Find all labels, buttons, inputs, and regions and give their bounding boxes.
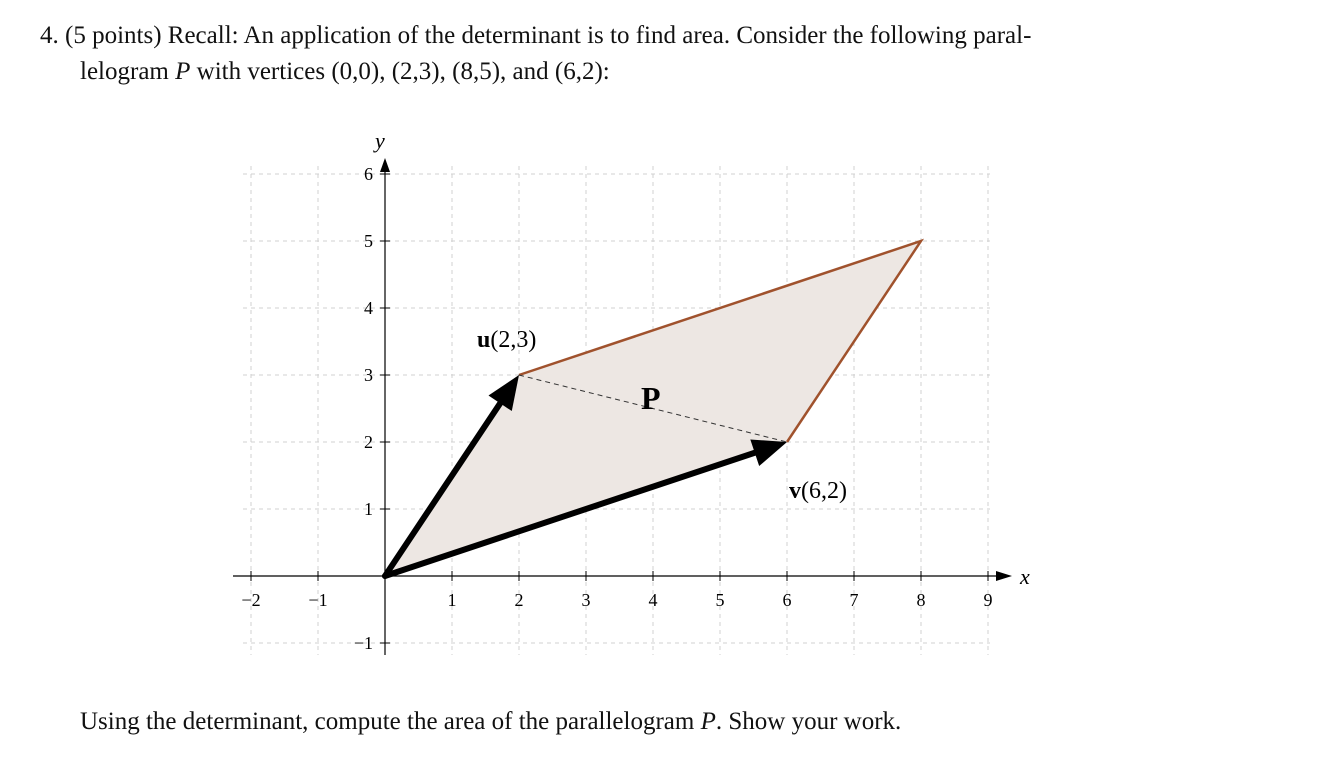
vector-v-coords: (6,2): [801, 478, 847, 504]
x-tick-label: 2: [514, 590, 524, 610]
question-prompt: [80, 704, 901, 740]
vector-v-name: v: [789, 478, 801, 504]
x-axis-arrow: [996, 571, 1012, 581]
x-tick-label: 3: [581, 590, 591, 610]
x-tick-label: 6: [782, 590, 792, 610]
vector-u-name: u: [477, 327, 491, 353]
problem-var: P: [175, 58, 191, 85]
y-tick-label: 4: [364, 298, 373, 318]
y-tick-label: 6: [364, 164, 373, 184]
problem-points: (5 points): [65, 22, 162, 49]
x-tick-label: −1: [308, 590, 328, 610]
x-tick-label: 9: [983, 590, 993, 610]
y-axis-arrow: [380, 158, 390, 172]
y-tick-label: 5: [364, 231, 373, 251]
x-axis-label: x: [1020, 564, 1030, 589]
vector-u-coords: (2,3): [490, 327, 537, 353]
x-tick-label: 5: [715, 590, 725, 610]
question-text-a: Using the determinant, compute the area of the parallelogram: [80, 708, 695, 735]
x-tick-label: 7: [849, 590, 859, 610]
problem-number: 4.: [40, 22, 59, 49]
y-tick-label: 2: [364, 432, 373, 452]
problem-text-b: lelogram: [80, 58, 169, 85]
region-label: P: [641, 380, 661, 416]
x-tick-label: 8: [916, 590, 926, 610]
vector-u-label: [477, 327, 536, 353]
y-tick-label: 3: [364, 365, 373, 385]
problem-text-c: with vertices (0,0), (2,3), (8,5), and (6,2):: [196, 58, 610, 85]
y-axis-label: y: [375, 128, 385, 153]
x-tick-label: 4: [648, 590, 658, 610]
question-text-b: . Show your work.: [715, 708, 902, 735]
x-tick-label: −2: [241, 590, 261, 610]
y-tick-label: 1: [364, 499, 373, 519]
x-tick-label: 1: [447, 590, 457, 610]
y-tick-label: −1: [353, 633, 373, 653]
vector-v-arrowhead: [750, 439, 787, 466]
vector-v-label: [789, 478, 847, 504]
question-var: P: [700, 708, 716, 735]
problem-text-a: Recall: An application of the determinant is to find area. Consider the following paral-: [167, 22, 1032, 49]
